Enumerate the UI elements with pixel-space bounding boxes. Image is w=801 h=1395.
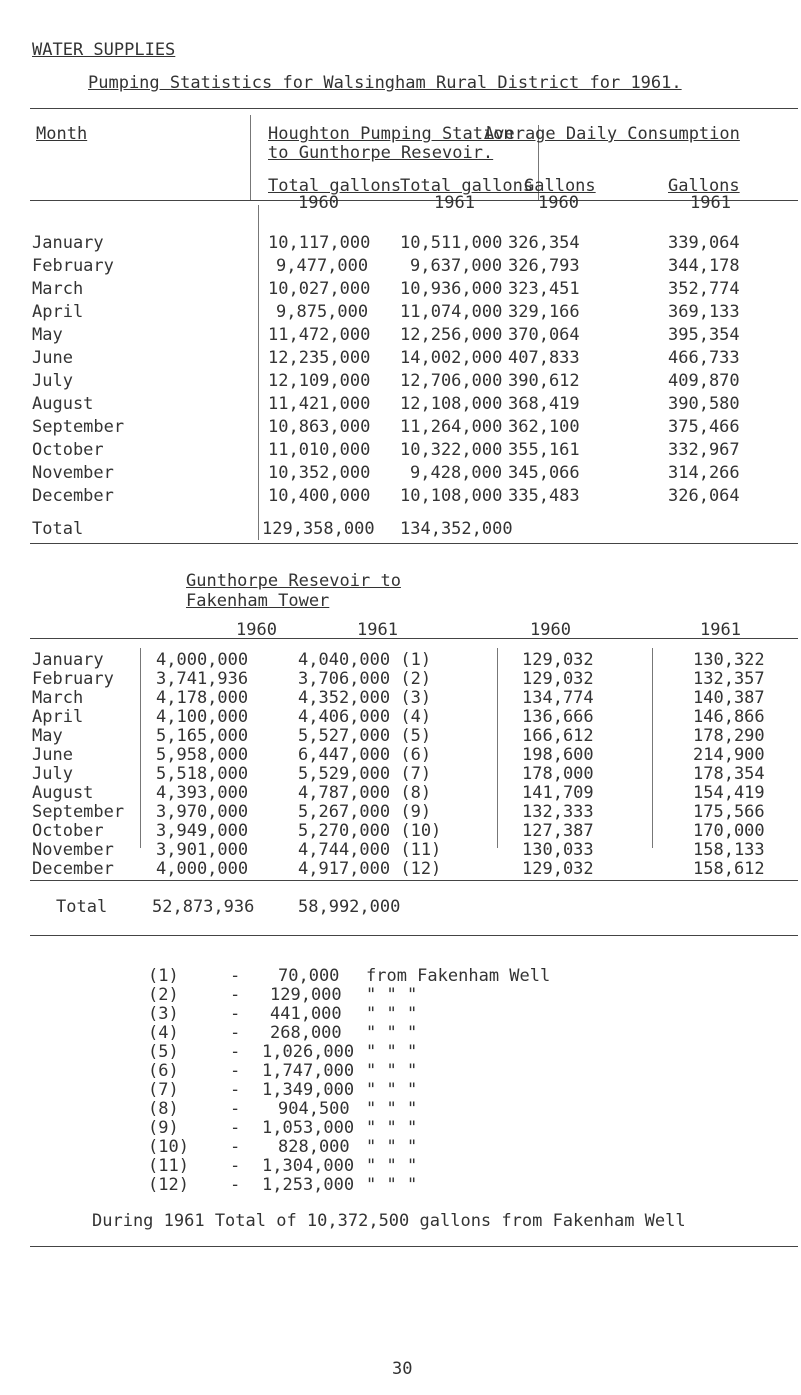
table1-month-header: Month	[36, 124, 88, 144]
note-amount: 1,053,000	[262, 1118, 355, 1138]
cell-total-1960: 4,178,000	[156, 688, 249, 708]
table2-year-1: 1960	[236, 620, 277, 640]
page-number: 30	[392, 1359, 413, 1379]
cell-avg-1961: 178,290	[693, 726, 765, 746]
month-label: May	[32, 325, 63, 345]
note-dash: -	[230, 1137, 241, 1157]
note-amount: 1,026,000	[262, 1042, 355, 1062]
note-text: " " "	[366, 1004, 418, 1024]
cell-avg-1961: 158,612	[693, 859, 765, 879]
table1-sub-label-4: Gallons	[668, 176, 740, 196]
month-label: July	[32, 764, 73, 784]
cell-avg-1960: 355,161	[508, 440, 580, 460]
note-ref: (11)	[148, 1156, 189, 1176]
cell-total-1960: 9,477,000	[276, 256, 369, 276]
cell-avg-1960: 326,354	[508, 233, 580, 253]
note-amount: 268,000	[270, 1023, 342, 1043]
table1-sub-label-1: Total gallons	[268, 176, 402, 196]
note-amount: 1,349,000	[262, 1080, 355, 1100]
cell-avg-1961: 352,774	[668, 279, 740, 299]
note-dash: -	[230, 1080, 241, 1100]
total-label: Total	[32, 519, 84, 539]
table1-divider-1	[250, 115, 251, 200]
cell-avg-1960: 132,333	[522, 802, 594, 822]
table1-sub-year-3: 1960	[538, 193, 579, 213]
table1-divider-2	[258, 205, 259, 540]
cell-avg-1961: 130,322	[693, 650, 765, 670]
cell-total-1960: 3,949,000	[156, 821, 249, 841]
table1-header-rule	[30, 200, 798, 201]
table1-sub-year-4: 1961	[690, 193, 731, 213]
cell-total-1961: 9,428,000	[410, 463, 503, 483]
cell-total-1961: 3,706,000 (2)	[298, 669, 432, 689]
note-text: " " "	[366, 1042, 418, 1062]
cell-total-1960: 4,000,000	[156, 650, 249, 670]
table2-title-line2: Fakenham Tower	[186, 591, 330, 611]
table1-group1-line1: Houghton Pumping Station	[268, 124, 514, 144]
cell-avg-1960: 368,419	[508, 394, 580, 414]
cell-total-1960: 12,109,000	[268, 371, 371, 391]
month-label: February	[32, 256, 114, 276]
month-label: August	[32, 783, 94, 803]
cell-avg-1960: 345,066	[508, 463, 580, 483]
cell-avg-1961: 390,580	[668, 394, 740, 414]
cell-total-1961: 4,352,000 (3)	[298, 688, 432, 708]
note-text: from Fakenham Well	[366, 966, 551, 986]
cell-avg-1960: 323,451	[508, 279, 580, 299]
table2-title-line1: Gunthorpe Resevoir to	[186, 571, 401, 591]
cell-avg-1960: 127,387	[522, 821, 594, 841]
table1-sub-label-2: Total gallons	[400, 176, 534, 196]
note-amount: 1,253,000	[262, 1175, 355, 1195]
note-ref: (8)	[148, 1099, 179, 1119]
month-label: September	[32, 802, 125, 822]
cell-total-1960: 11,010,000	[268, 440, 371, 460]
note-text: " " "	[366, 1175, 418, 1195]
cell-total-1961: 4,744,000 (11)	[298, 840, 442, 860]
month-label: February	[32, 669, 114, 689]
note-dash: -	[230, 1042, 241, 1062]
note-amount: 1,304,000	[262, 1156, 355, 1176]
table1-sub-year-2: 1961	[434, 193, 475, 213]
cell-total-1960: 3,901,000	[156, 840, 249, 860]
month-label: May	[32, 726, 63, 746]
note-text: " " "	[366, 1080, 418, 1100]
cell-avg-1960: 178,000	[522, 764, 594, 784]
month-label: April	[32, 302, 84, 322]
cell-total-1961: 5,270,000 (10)	[298, 821, 442, 841]
cell-avg-1960: 362,100	[508, 417, 580, 437]
note-dash: -	[230, 1004, 241, 1024]
note-text: " " "	[366, 985, 418, 1005]
note-text: " " "	[366, 1137, 418, 1157]
note-amount: 1,747,000	[262, 1061, 355, 1081]
cell-avg-1960: 129,032	[522, 650, 594, 670]
note-amount: 129,000	[270, 985, 342, 1005]
table2-year-2: 1961	[357, 620, 398, 640]
total-1961: 134,352,000	[400, 519, 513, 539]
cell-avg-1960: 166,612	[522, 726, 594, 746]
note-amount: 441,000	[270, 1004, 342, 1024]
note-amount: 70,000	[278, 966, 340, 986]
table2-year-4: 1961	[700, 620, 741, 640]
note-ref: (3)	[148, 1004, 179, 1024]
cell-avg-1961: 326,064	[668, 486, 740, 506]
cell-total-1960: 11,421,000	[268, 394, 371, 414]
table1-sub-label-3: Gallons	[524, 176, 596, 196]
footer-rule	[30, 1246, 798, 1247]
cell-total-1961: 11,264,000	[400, 417, 503, 437]
cell-total-1960: 5,165,000	[156, 726, 249, 746]
cell-avg-1961: 332,967	[668, 440, 740, 460]
cell-total-1960: 12,235,000	[268, 348, 371, 368]
note-ref: (6)	[148, 1061, 179, 1081]
cell-avg-1961: 375,466	[668, 417, 740, 437]
cell-total-1960: 10,863,000	[268, 417, 371, 437]
note-dash: -	[230, 1175, 241, 1195]
cell-total-1961: 12,706,000	[400, 371, 503, 391]
note-ref: (4)	[148, 1023, 179, 1043]
month-label: December	[32, 486, 114, 506]
total-1961: 58,992,000	[298, 897, 401, 917]
cell-avg-1961: 132,357	[693, 669, 765, 689]
cell-avg-1960: 129,032	[522, 669, 594, 689]
note-amount: 828,000	[278, 1137, 350, 1157]
table2-divider-2	[497, 648, 498, 848]
cell-avg-1960: 370,064	[508, 325, 580, 345]
note-dash: -	[230, 1118, 241, 1138]
cell-avg-1960: 141,709	[522, 783, 594, 803]
cell-total-1961: 5,527,000 (5)	[298, 726, 432, 746]
cell-avg-1961: 214,900	[693, 745, 765, 765]
cell-avg-1960: 329,166	[508, 302, 580, 322]
month-label: June	[32, 745, 73, 765]
note-ref: (1)	[148, 966, 179, 986]
note-ref: (5)	[148, 1042, 179, 1062]
note-ref: (12)	[148, 1175, 189, 1195]
cell-avg-1960: 326,793	[508, 256, 580, 276]
cell-total-1961: 4,787,000 (8)	[298, 783, 432, 803]
cell-avg-1960: 407,833	[508, 348, 580, 368]
cell-avg-1960: 134,774	[522, 688, 594, 708]
page-subheading: Pumping Statistics for Walsingham Rural District for 1961.	[88, 73, 682, 93]
cell-avg-1960: 129,032	[522, 859, 594, 879]
cell-avg-1961: 339,064	[668, 233, 740, 253]
table1-sub-year-1: 1960	[298, 193, 339, 213]
cell-avg-1960: 335,483	[508, 486, 580, 506]
cell-total-1960: 11,472,000	[268, 325, 371, 345]
cell-total-1961: 5,267,000 (9)	[298, 802, 432, 822]
table2-year-3: 1960	[530, 620, 571, 640]
cell-avg-1961: 140,387	[693, 688, 765, 708]
note-dash: -	[230, 1156, 241, 1176]
cell-total-1960: 5,958,000	[156, 745, 249, 765]
cell-total-1961: 10,108,000	[400, 486, 503, 506]
table2-divider-1	[140, 648, 141, 848]
note-text: " " "	[366, 1023, 418, 1043]
cell-total-1961: 10,322,000	[400, 440, 503, 460]
note-amount: 904,500	[278, 1099, 350, 1119]
total-1960: 129,358,000	[262, 519, 375, 539]
month-label: March	[32, 688, 84, 708]
cell-avg-1961: 395,354	[668, 325, 740, 345]
cell-total-1961: 10,936,000	[400, 279, 503, 299]
cell-avg-1960: 130,033	[522, 840, 594, 860]
cell-total-1960: 10,117,000	[268, 233, 371, 253]
cell-total-1961: 12,256,000	[400, 325, 503, 345]
note-dash: -	[230, 1099, 241, 1119]
cell-avg-1960: 198,600	[522, 745, 594, 765]
table2-bottom-rule	[30, 880, 798, 881]
month-label: January	[32, 650, 104, 670]
cell-avg-1961: 344,178	[668, 256, 740, 276]
month-label: September	[32, 417, 125, 437]
month-label: December	[32, 859, 114, 879]
total-label: Total	[56, 897, 108, 917]
cell-avg-1961: 409,870	[668, 371, 740, 391]
cell-total-1960: 10,352,000	[268, 463, 371, 483]
cell-total-1961: 14,002,000	[400, 348, 503, 368]
note-text: " " "	[366, 1118, 418, 1138]
cell-avg-1961: 369,133	[668, 302, 740, 322]
note-text: " " "	[366, 1099, 418, 1119]
table1-group1-line2: to Gunthorpe Resevoir.	[268, 143, 494, 163]
cell-total-1960: 4,100,000	[156, 707, 249, 727]
cell-total-1960: 10,027,000	[268, 279, 371, 299]
table2-header-rule	[30, 638, 798, 639]
cell-total-1960: 3,970,000	[156, 802, 249, 822]
cell-avg-1961: 178,354	[693, 764, 765, 784]
total-1960: 52,873,936	[152, 897, 255, 917]
cell-total-1960: 10,400,000	[268, 486, 371, 506]
cell-total-1960: 4,393,000	[156, 783, 249, 803]
month-label: August	[32, 394, 94, 414]
note-ref: (9)	[148, 1118, 179, 1138]
cell-total-1960: 5,518,000	[156, 764, 249, 784]
month-label: April	[32, 707, 84, 727]
cell-total-1961: 12,108,000	[400, 394, 503, 414]
month-label: November	[32, 840, 114, 860]
note-dash: -	[230, 1061, 241, 1081]
footer-summary: During 1961 Total of 10,372,500 gallons from Fakenham Well	[92, 1211, 686, 1231]
month-label: June	[32, 348, 73, 368]
month-label: July	[32, 371, 73, 391]
cell-total-1961: 11,074,000	[400, 302, 503, 322]
table2-divider-3	[652, 648, 653, 848]
note-ref: (2)	[148, 985, 179, 1005]
note-text: " " "	[366, 1061, 418, 1081]
cell-total-1961: 4,406,000 (4)	[298, 707, 432, 727]
table2-footer-rule	[30, 935, 798, 936]
note-ref: (7)	[148, 1080, 179, 1100]
cell-avg-1961: 175,566	[693, 802, 765, 822]
cell-total-1960: 4,000,000	[156, 859, 249, 879]
cell-total-1960: 3,741,936	[156, 669, 249, 689]
note-dash: -	[230, 1023, 241, 1043]
table1-bottom-rule	[30, 543, 798, 544]
cell-total-1961: 10,511,000	[400, 233, 503, 253]
month-label: January	[32, 233, 104, 253]
cell-avg-1961: 314,266	[668, 463, 740, 483]
cell-avg-1961: 158,133	[693, 840, 765, 860]
note-dash: -	[230, 966, 241, 986]
cell-total-1961: 9,637,000	[410, 256, 503, 276]
cell-total-1961: 6,447,000 (6)	[298, 745, 432, 765]
table1-group2-header: Average Daily Consumption	[484, 124, 740, 144]
cell-avg-1960: 136,666	[522, 707, 594, 727]
cell-avg-1961: 146,866	[693, 707, 765, 727]
cell-avg-1961: 154,419	[693, 783, 765, 803]
note-text: " " "	[366, 1156, 418, 1176]
month-label: October	[32, 440, 104, 460]
month-label: October	[32, 821, 104, 841]
note-dash: -	[230, 985, 241, 1005]
cell-total-1961: 4,917,000 (12)	[298, 859, 442, 879]
note-ref: (10)	[148, 1137, 189, 1157]
cell-avg-1961: 466,733	[668, 348, 740, 368]
cell-avg-1960: 390,612	[508, 371, 580, 391]
cell-total-1960: 9,875,000	[276, 302, 369, 322]
table1-top-rule	[30, 108, 798, 109]
month-label: November	[32, 463, 114, 483]
cell-total-1961: 5,529,000 (7)	[298, 764, 432, 784]
cell-total-1961: 4,040,000 (1)	[298, 650, 432, 670]
cell-avg-1961: 170,000	[693, 821, 765, 841]
page-heading: WATER SUPPLIES	[32, 40, 176, 60]
month-label: March	[32, 279, 84, 299]
